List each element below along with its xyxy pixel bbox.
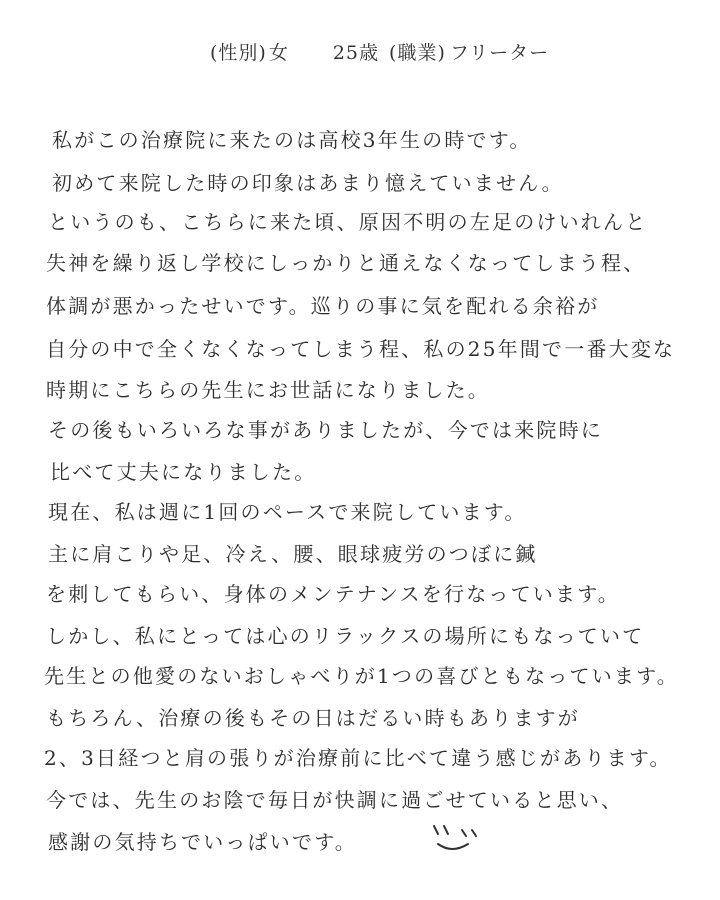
letter-line: 体調が悪かったせいです。巡りの事に気を配れる余裕が <box>46 294 600 318</box>
letter-line: というのも、こちらに来た頃、原因不明の左足のけいれんと <box>48 210 648 234</box>
letter-line: 自分の中で全くなくなってしまう程、私の25年間で一番大変な <box>46 337 676 361</box>
letter-line: 比べて丈夫になりました。 <box>50 460 317 484</box>
letter-line: 2、3日経つと肩の張りが治療前に比べて違う感じがあります。 <box>44 746 672 770</box>
letter-line: その後もいろいろな事がありましたが、今では来院時に <box>48 418 603 442</box>
age-value: 25歳 <box>332 42 380 64</box>
letter-line: 先生との他愛のないおしゃべりが1つの喜びともなっています。 <box>44 664 679 688</box>
letter-line: 失神を繰り返し学校にしっかりと通えなくなってしまう程、 <box>46 251 646 275</box>
letter-line: 時期にこちらの先生にお世話になりました。 <box>46 378 490 402</box>
letter-line: 今では、先生のお陰で毎日が快調に過ごせていると思い、 <box>46 788 624 812</box>
letter-line: 現在、私は週に1回のペースで来院しています。 <box>48 500 527 524</box>
occupation-value: フリーター <box>449 42 550 64</box>
occupation-label: (職業) <box>389 42 446 64</box>
letter-line: 初めて来院した時の印象はあまり憶えていません。 <box>52 171 564 195</box>
smiley-face-icon <box>428 820 488 856</box>
letter-line: 主に肩こりや足、冷え、腰、眼球疲労のつぼに鍼 <box>48 542 538 566</box>
letter-line: しかし、私にとっては心のリラックスの場所にもなっていて <box>46 624 645 648</box>
letter-line: を刺してもらい、身体のメンテナンスを行なっています。 <box>46 582 620 606</box>
gender-value: 女 <box>268 42 289 64</box>
letter-line: 感謝の気持ちでいっぱいです。 <box>48 830 357 854</box>
letter-line: もちろん、治療の後もその日はだるい時もありますが <box>46 706 580 730</box>
gender-label: (性別) <box>210 42 267 64</box>
letter-line: 私がこの治療院に来たのは高校3年生の時です。 <box>52 128 532 152</box>
profile-header <box>210 38 549 65</box>
